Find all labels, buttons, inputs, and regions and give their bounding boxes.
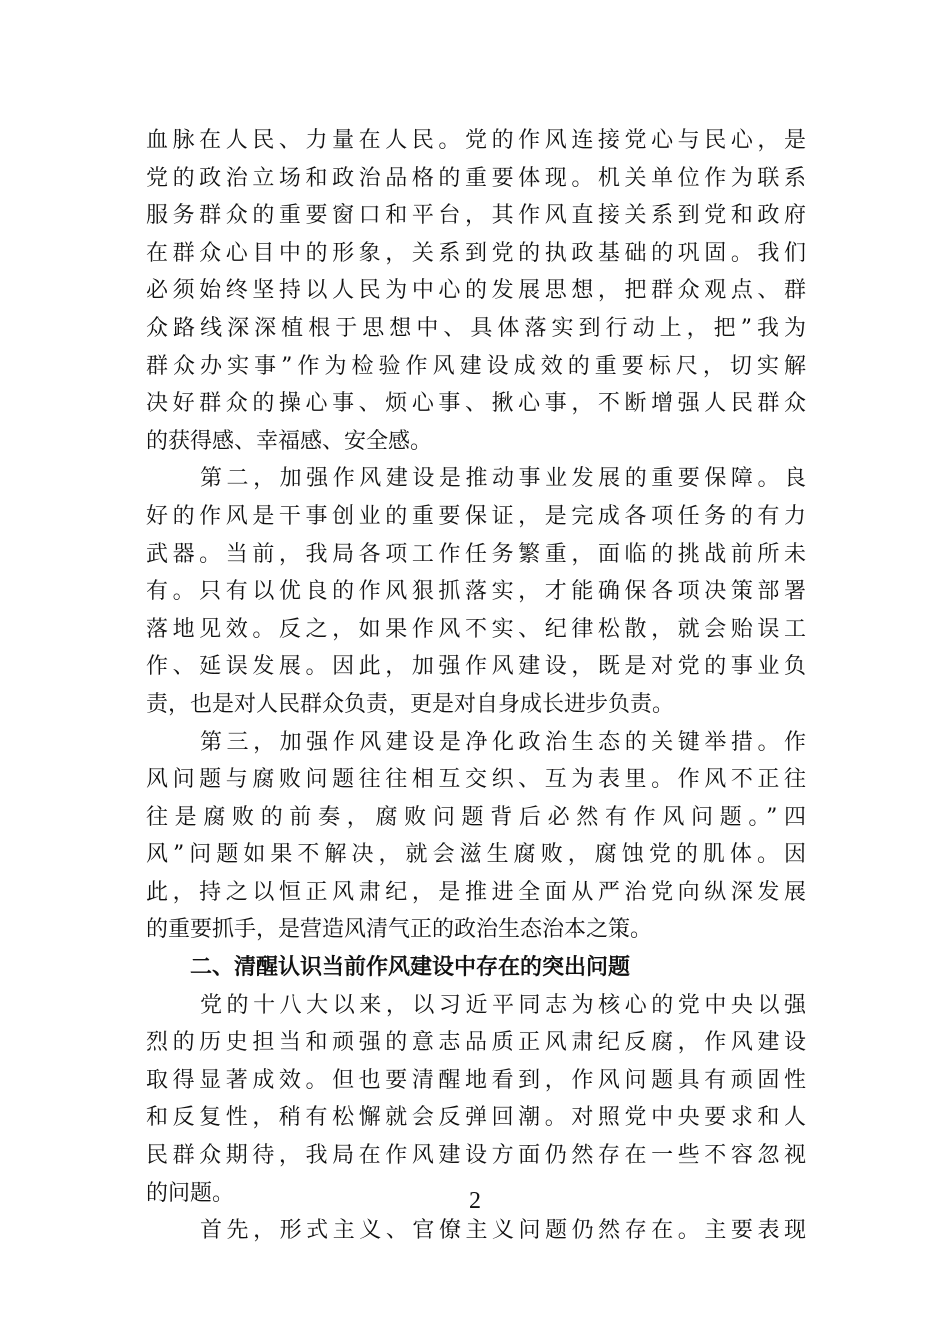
text-line: 和反复性，稍有松懈就会反弹回潮。对照党中央要求和人 <box>146 1105 806 1131</box>
text-line: 首先，形式主义、官僚主义问题仍然存在。主要表现 <box>200 1218 806 1244</box>
page-number: 2 <box>469 1188 481 1214</box>
text-line: 好的作风是干事创业的重要保证，是完成各项任务的有力 <box>146 503 806 529</box>
text-line: 取得显著成效。但也要清醒地看到，作风问题具有顽固性 <box>146 1067 806 1093</box>
text-line: 的获得感、幸福感、安全感。 <box>146 428 433 454</box>
text-line: 必须始终坚持以人民为中心的发展思想，把群众观点、群 <box>146 278 806 304</box>
text-line: 服务群众的重要窗口和平台，其作风直接关系到党和政府 <box>146 203 806 229</box>
text-line: 决好群众的操心事、烦心事、揪心事，不断增强人民群众 <box>146 391 806 417</box>
text-line: 武器。当前，我局各项工作任务繁重，面临的挑战前所未 <box>146 541 806 567</box>
text-line: 在群众心目中的形象，关系到党的执政基础的巩固。我们 <box>146 240 806 266</box>
text-line: 风”问题如果不解决，就会滋生腐败，腐蚀党的肌体。因 <box>146 842 806 868</box>
text-line: 第二，加强作风建设是推动事业发展的重要保障。良 <box>200 466 806 492</box>
text-line: 责，也是对人民群众负责，更是对自身成长进步负责。 <box>146 691 675 717</box>
text-line: 往是腐败的前奏，腐败问题背后必然有作风问题。”四 <box>146 804 806 830</box>
text-line: 有。只有以优良的作风狠抓落实，才能确保各项决策部署 <box>146 579 806 605</box>
text-line: 的重要抓手，是营造风清气正的政治生态治本之策。 <box>146 917 653 943</box>
text-line: 党的十八大以来，以习近平同志为核心的党中央以强 <box>200 992 806 1018</box>
text-line: 民群众期待，我局在作风建设方面仍然存在一些不容忽视 <box>146 1143 806 1169</box>
section-heading: 二、清醒认识当前作风建设中存在的突出问题 <box>190 955 631 981</box>
text-line: 第三，加强作风建设是净化政治生态的关键举措。作 <box>200 729 806 755</box>
text-line: 党的政治立场和政治品格的重要体现。机关单位作为联系 <box>146 165 806 191</box>
text-line: 落地见效。反之，如果作风不实、纪律松散，就会贻误工 <box>146 616 806 642</box>
text-line: 作、延误发展。因此，加强作风建设，既是对党的事业负 <box>146 654 806 680</box>
text-line: 众路线深深植根于思想中、具体落实到行动上，把”我为 <box>146 315 806 341</box>
text-line: 群众办实事”作为检验作风建设成效的重要标尺，切实解 <box>146 353 806 379</box>
text-line: 此，持之以恒正风肃纪，是推进全面从严治党向纵深发展 <box>146 879 806 905</box>
text-line: 的问题。 <box>146 1180 235 1206</box>
text-line: 血脉在人民、力量在人民。党的作风连接党心与民心，是 <box>146 128 806 153</box>
body-text <box>146 122 806 1250</box>
text-line: 风问题与腐败问题往往相互交织、互为表里。作风不正往 <box>146 767 806 793</box>
text-line: 烈的历史担当和顽强的意志品质正风肃纪反腐，作风建设 <box>146 1030 806 1056</box>
